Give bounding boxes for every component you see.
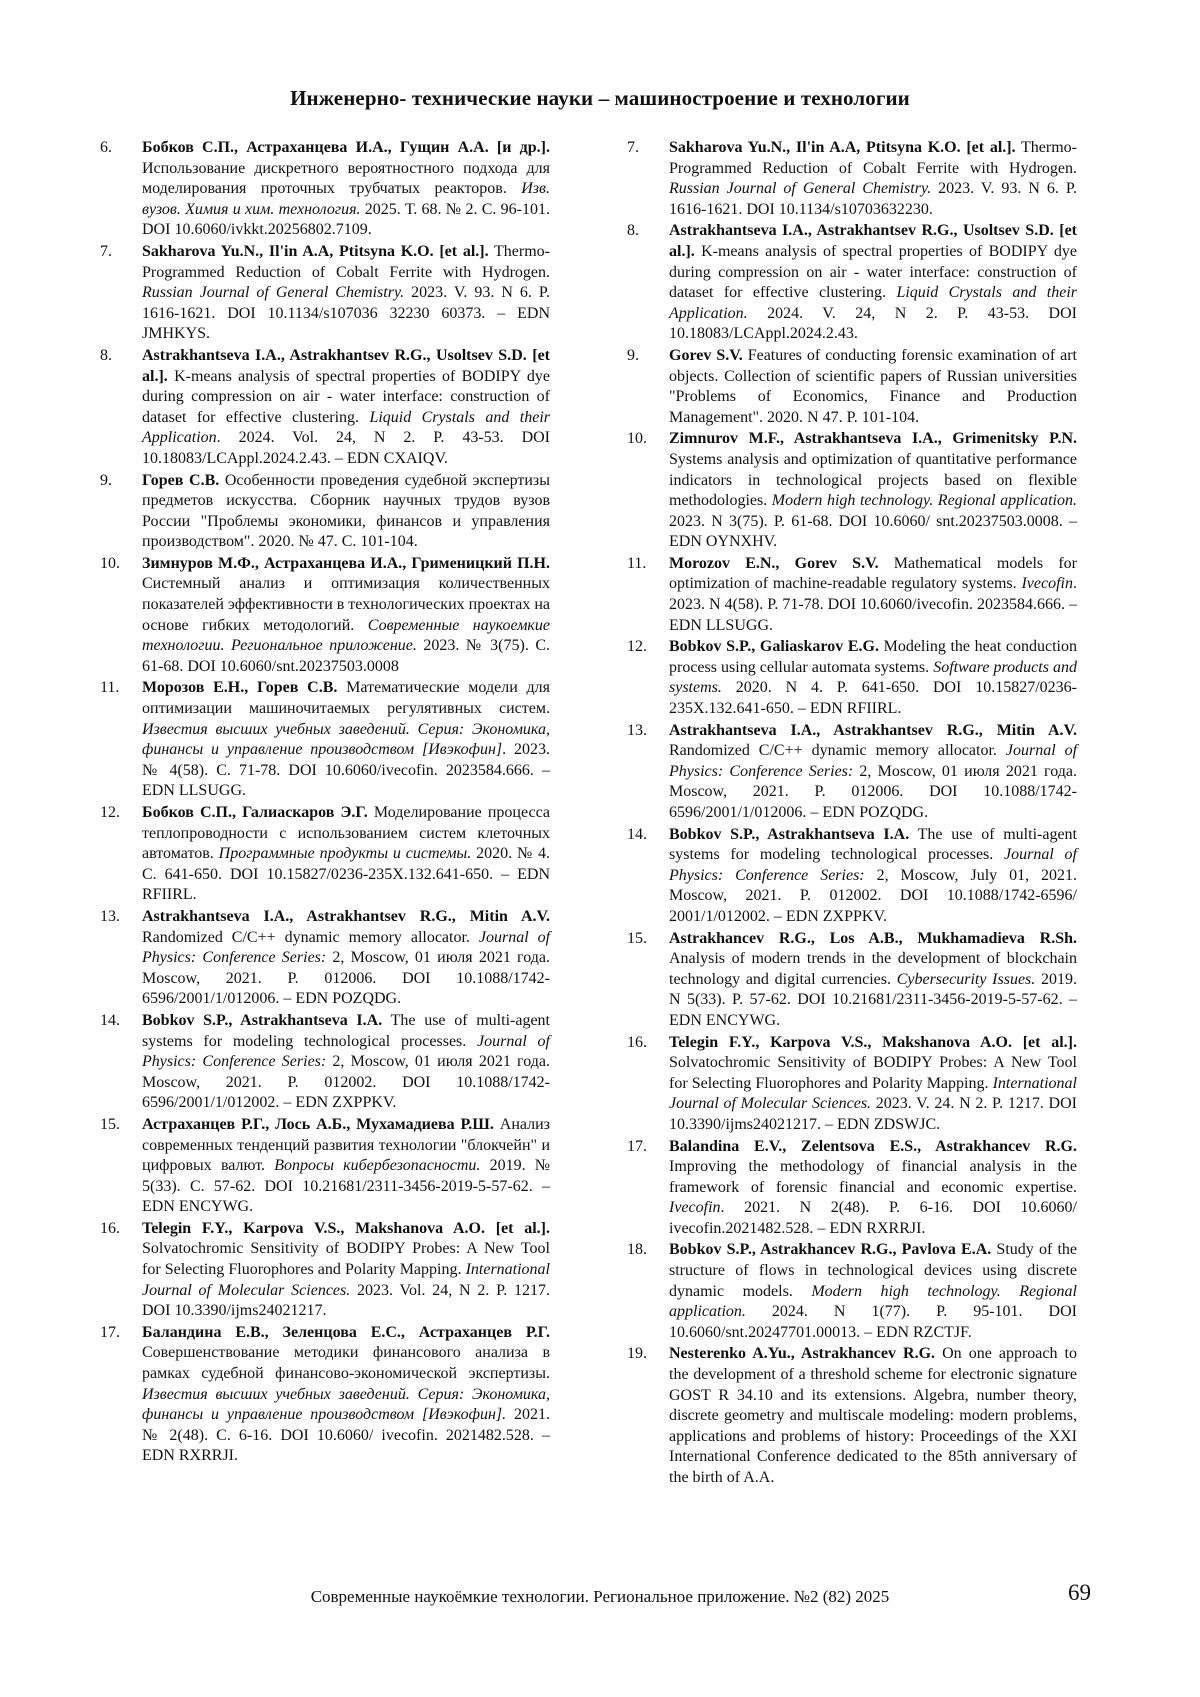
- reference-number: 9.: [100, 471, 112, 489]
- reference-item: [627, 554, 1077, 636]
- reference-journal: Известия высших учебных заведений. Серия: Экономика, финансы и управление производством [Ивэкофин].: [142, 1385, 550, 1424]
- reference-authors: Sakharova Yu.N., Il'in A.A, Ptitsyna K.O. [et al.].: [669, 139, 1016, 156]
- reference-authors: Bobkov S.P., Astrakhantseva I.A.: [142, 1011, 383, 1029]
- reference-item: [627, 1344, 1077, 1488]
- reference-number: 10.: [627, 430, 647, 448]
- reference-number: 7.: [627, 139, 639, 156]
- reference-item: [100, 242, 550, 345]
- reference-journal: Russian Journal of General Chemistry.: [669, 180, 932, 198]
- reference-number: 12.: [100, 804, 120, 821]
- reference-item: [100, 1323, 550, 1467]
- reference-item: [100, 346, 550, 470]
- reference-authors: Морозов Е.Н., Горев С.В.: [142, 679, 338, 697]
- reference-text: [669, 221, 1077, 345]
- reference-text: [142, 554, 550, 678]
- reference-authors: Nesterenko A.Yu., Astrakhancev R.G.: [669, 1345, 936, 1363]
- reference-text: [142, 907, 550, 1010]
- reference-text: [142, 678, 550, 802]
- reference-number: 12.: [627, 638, 647, 656]
- reference-item: [627, 221, 1077, 345]
- reference-text: [142, 803, 550, 906]
- reference-journal: Известия высших учебных заведений. Серия: Экономика, финансы и управление производством [Ивэкофин]: [142, 720, 550, 759]
- reference-details: 2024. V. 24, N 2. P. 43-53. DOI 10.18083/LCAppl.2024.2.43.: [669, 304, 1077, 343]
- reference-number: 8.: [100, 346, 112, 364]
- reference-item: [100, 1115, 550, 1218]
- reference-title: Modeling the heat conduction process using cellular automata systems.: [669, 638, 1078, 676]
- reference-item: [627, 929, 1077, 1032]
- reference-details: 2023. V. 93. N 6. P. 1616-1621. DOI 10.1134/s107036 32230 60373. – EDN JMHKYS.: [142, 284, 550, 343]
- reference-number: 16.: [100, 1219, 120, 1237]
- reference-journal: International Journal of Molecular Sciences.: [142, 1261, 550, 1299]
- reference-title: Study of the structure of flows in technological devices using discrete dynamic models.: [669, 1241, 1078, 1300]
- reference-authors: Astrakhantseva I.A., Astrakhantsev R.G., Mitin A.V.: [669, 721, 1077, 739]
- reference-details: . 2023. № 4(58). С. 71-78. DOI 10.6060/ivecofin. 2023584.666. – EDN LLSUGG.: [142, 741, 551, 800]
- reference-text: [669, 346, 1077, 428]
- reference-number: 14.: [100, 1011, 120, 1029]
- reference-number: 11.: [100, 679, 120, 697]
- reference-number: 15.: [627, 929, 647, 947]
- reference-authors: Бобков С.П., Астраханцева И.А., Гущин А.А. [и др.].: [142, 139, 550, 156]
- reference-number: 9.: [627, 346, 639, 364]
- reference-title: Математические модели для оптимизации машиночитаемых регулятивных систем.: [142, 679, 551, 718]
- reference-item: [100, 138, 550, 241]
- reference-title: Randomized C/C++ dynamic memory allocator.: [669, 742, 1006, 760]
- reference-journal: Software products and systems.: [669, 658, 1078, 697]
- reference-details: 2019. N 5(33). P. 57-62. DOI 10.21681/2311-3456-2019-5-57-62. – EDN ENCYWG.: [669, 970, 1078, 1029]
- reference-details: 2023. N 3(75). P. 61-68. DOI 10.6060/ snt.20237503.0008. – EDN OYNXHV.: [669, 512, 1077, 551]
- reference-text: [142, 1011, 550, 1114]
- reference-title: Randomized C/C++ dynamic memory allocator.: [142, 928, 479, 946]
- reference-details: 2023. V. 24. N 2. P. 1217. DOI 10.3390/ijms24021217. – EDN ZDSWJC.: [669, 1095, 1077, 1133]
- reference-journal: Ivecofin: [1021, 575, 1073, 593]
- reference-item: [627, 346, 1077, 428]
- reference-number: 10.: [100, 554, 120, 572]
- reference-title: Моделирование процесса теплопроводности с использованием систем клеточных автоматов.: [142, 804, 550, 863]
- reference-title: On one approach to the development of a threshold scheme for electronic signature GOST R 34.10 and its extensions. Algebra, number theory, discrete geometry and multiscale modeling: modern problems, applications and problems of history: Proceedings of the XXI International Conference dedicated to the 85th anniversary of the birth of A.A.: [669, 1345, 1078, 1486]
- reference-text: [669, 138, 1077, 220]
- reference-item: [627, 1033, 1077, 1136]
- reference-number: 16.: [627, 1033, 647, 1051]
- reference-authors: Bobkov S.P., Astrakhantseva I.A.: [669, 825, 910, 843]
- reference-details: 2023. V. 93. N 6. P. 1616-1621. DOI 10.1134/s10703632230.: [669, 180, 1077, 218]
- reference-item: [627, 825, 1077, 928]
- reference-title: Solvatochromic Sensitivity of BODIPY Probes: A New Tool for Selecting Fluorophores and Polarity Mapping.: [142, 1240, 550, 1279]
- reference-details: 2023. Vol. 24, N 2. P. 1217. DOI 10.3390/ijms24021217.: [142, 1281, 550, 1320]
- reference-authors: Бобков С.П., Галиаскаров Э.Г.: [142, 804, 368, 821]
- reference-details: 2023. № 3(75). С. 61-68. DOI 10.6060/snt.20237503.0008: [142, 637, 551, 675]
- reference-title: Использование дискретного вероятностного подхода для моделирования проточных трубчатых реакторов.: [142, 159, 550, 198]
- reference-journal: Liquid Crystals and their Application.: [669, 284, 1077, 322]
- reference-text: [669, 429, 1077, 553]
- reference-item: [100, 471, 550, 553]
- reference-authors: Astrakhantseva I.A., Astrakhantsev R.G., Mitin A.V.: [142, 907, 550, 925]
- reference-title: The use of multi-agent systems for modeling technological processes.: [142, 1011, 550, 1050]
- reference-item: [100, 907, 550, 1010]
- reference-text: [142, 346, 550, 470]
- right-column: [627, 138, 1077, 1490]
- reference-details: 2, Moscow, 01 июля 2021 года. Moscow, 2021. P. 012006. DOI 10.1088/1742-6596/2001/1/012006. – EDN POZQDG.: [669, 762, 1077, 821]
- reference-authors: Balandina E.V., Zelentsova E.S., Astrakhancev R.G.: [669, 1137, 1077, 1155]
- reference-authors: Астраханцев Р.Г., Лось А.Б., Мухамадиева Р.Ш.: [142, 1115, 494, 1133]
- reference-journal: Russian Journal of General Chemistry.: [142, 284, 405, 302]
- reference-text: [142, 471, 550, 553]
- reference-item: [100, 803, 550, 906]
- reference-title: Thermo-Programmed Reduction of Cobalt Ferrite with Hydrogen.: [669, 139, 1077, 177]
- reference-journal: Journal of Physics: Conference Series:: [669, 846, 1078, 884]
- reference-number: 17.: [627, 1137, 647, 1155]
- reference-title: Системный анализ и оптимизация количественных показателей эффективности в технологических проектах на основе гибких методологий.: [142, 575, 551, 634]
- reference-number: 13.: [100, 907, 120, 925]
- reference-number: 14.: [627, 825, 647, 843]
- reference-title: Improving the methodology of financial analysis in the framework of forensic financial and economic expertise.: [669, 1158, 1077, 1196]
- reference-title: Mathematical models for optimization of machine-readable regulatory systems.: [669, 554, 1077, 593]
- reference-journal: Journal of Physics: Conference Series:: [142, 1032, 551, 1071]
- reference-item: [627, 1240, 1077, 1343]
- reference-authors: Bobkov S.P., Galiaskarov E.G.: [669, 638, 879, 656]
- reference-title: Thermo-Programmed Reduction of Cobalt Ferrite with Hydrogen.: [142, 242, 550, 281]
- reference-item: [627, 138, 1077, 220]
- reference-number: 13.: [627, 721, 647, 739]
- reference-number: 19.: [627, 1345, 647, 1363]
- running-header: Инженерно- технические науки – машиностроение и технологии: [290, 86, 910, 110]
- reference-title: K-means analysis of spectral properties of BODIPY dye during compression on air - water interface: construction of dataset for effective clustering.: [142, 367, 550, 426]
- reference-journal: Ivecofin: [669, 1199, 721, 1217]
- reference-authors: Astrakhantseva I.A., Astrakhantsev R.G., Usoltsev S.D. [et al.].: [669, 222, 1077, 260]
- reference-details: 2021. № 2(48). С. 6-16. DOI 10.6060/ ivecofin. 2021482.528. – EDN RXRRJI.: [142, 1406, 551, 1465]
- reference-number: 11.: [627, 554, 647, 572]
- reference-number: 15.: [100, 1115, 120, 1133]
- reference-title: Анализ современных тенденций развития технологии "блокчейн" и цифровых валют.: [142, 1115, 550, 1175]
- reference-details: 2025. Т. 68. № 2. С. 96-101. DOI 10.6060/ivkkt.20256802.7109.: [142, 200, 551, 239]
- reference-authors: Morozov E.N., Gorev S.V.: [669, 554, 879, 572]
- reference-text: [669, 825, 1077, 928]
- reference-title: Analysis of modern trends in the development of blockchain technology and digital currencies.: [669, 950, 1077, 988]
- reference-text: [669, 1344, 1077, 1488]
- reference-text: [142, 138, 550, 241]
- reference-journal: Изв. вузов. Химия и хим. технология.: [142, 180, 550, 218]
- reference-authors: Gorev S.V.: [669, 346, 743, 364]
- reference-text: [142, 1219, 550, 1322]
- reference-item: [100, 554, 550, 678]
- reference-text: [142, 1115, 550, 1218]
- reference-item: [100, 678, 550, 802]
- reference-details: 2, Moscow, July 01, 2021. Moscow, 2021. P. 012002. DOI 10.1088/1742-6596/ 2001/1/012002. – EDN ZXPPKV.: [669, 866, 1077, 925]
- reference-details: 2020. N 4. P. 641-650. DOI 10.15827/0236-235X.132.641-650. – EDN RFIIRL.: [669, 679, 1077, 718]
- reference-journal: Journal of Physics: Conference Series:: [142, 928, 551, 967]
- reference-item: [627, 429, 1077, 553]
- reference-number: 8.: [627, 222, 639, 240]
- reference-text: [142, 1323, 550, 1467]
- reference-details: . 2024. Vol. 24, N 2. P. 43-53. DOI 10.18083/LCAppl.2024.2.43. – EDN CXAIQV.: [142, 429, 550, 467]
- reference-text: [669, 721, 1077, 824]
- reference-item: [627, 637, 1077, 719]
- reference-authors: Zimnurov M.F., Astrakhantseva I.A., Grimenitsky P.N.: [669, 430, 1077, 448]
- reference-details: 2020. № 4. С. 641-650. DOI 10.15827/0236-235X.132.641-650. – EDN RFIIRL.: [142, 845, 550, 904]
- reference-authors: Bobkov S.P., Astrakhancev R.G., Pavlova E.A.: [669, 1241, 992, 1259]
- reference-item: [100, 1219, 550, 1322]
- reference-authors: Зимнуров М.Ф., Астраханцева И.А., Грименицкий П.Н.: [142, 554, 550, 572]
- reference-number: 6.: [100, 139, 112, 156]
- reference-authors: Баландина Е.В., Зеленцова Е.С., Астраханцев Р.Г.: [142, 1323, 550, 1341]
- reference-number: 7.: [100, 242, 112, 260]
- reference-journal: Cybersecurity Issues.: [896, 970, 1036, 988]
- reference-journal: Вопросы кибербезопасности.: [274, 1157, 481, 1175]
- reference-authors: Telegin F.Y., Karpova V.S., Makshanova A.O. [et al.].: [669, 1033, 1077, 1051]
- reference-item: [627, 1137, 1077, 1240]
- reference-text: [669, 554, 1077, 636]
- reference-text: [669, 1033, 1077, 1136]
- reference-authors: Telegin F.Y., Karpova V.S., Makshanova A.O. [et al.].: [142, 1219, 550, 1237]
- reference-item: [627, 721, 1077, 824]
- reference-title: Features of conducting forensic examination of art objects. Collection of scientific papers of Russian universities "Problems of Economics, Finance and Production Management". 2020. N 47. P. 101-104.: [669, 346, 1078, 426]
- reference-text: [142, 242, 550, 345]
- reference-text: [669, 1137, 1077, 1240]
- reference-title: The use of multi-agent systems for modeling technological processes.: [669, 825, 1077, 864]
- reference-journal: Journal of Physics: Conference Series:: [669, 742, 1078, 780]
- reference-title: Systems analysis and optimization of quantitative performance indicators in technological projects based on flexible methodologies.: [669, 450, 1077, 510]
- reference-journal: International Journal of Molecular Sciences.: [669, 1074, 1077, 1113]
- reference-authors: Горев С.В.: [142, 471, 220, 489]
- journal-footer: Современные наукоёмкие технологии. Региональное приложение. №2 (82) 2025: [310, 1587, 890, 1606]
- reference-journal: Modern high technology. Regional application.: [771, 492, 1078, 510]
- reference-text: [669, 637, 1077, 719]
- reference-details: 2019. № 5(33). С. 57-62. DOI 10.21681/2311-3456-2019-5-57-62. – EDN ENCYWG.: [142, 1157, 550, 1216]
- reference-text: [669, 1240, 1077, 1343]
- page-number: 69: [1068, 1580, 1091, 1605]
- reference-title: Особенности проведения судебной экспертизы предметов искусства. Сборник научных трудов вузов России "Проблемы экономики, финансов и управления производством". 2020. № 47. С. 101-104.: [142, 471, 550, 551]
- reference-item: [100, 1011, 550, 1114]
- reference-number: 18.: [627, 1241, 647, 1259]
- reference-title: Solvatochromic Sensitivity of BODIPY Probes: A New Tool for Selecting Fluorophores and Polarity Mapping.: [669, 1054, 1077, 1092]
- reference-authors: Sakharova Yu.N., Il'in A.A, Ptitsyna K.O. [et al.].: [142, 242, 489, 260]
- reference-authors: Astrakhancev R.G., Los A.B., Mukhamadieva R.Sh.: [669, 929, 1077, 947]
- reference-journal: Современные наукоемкие технологии. Региональное приложение.: [142, 616, 551, 655]
- reference-journal: Программные продукты и системы.: [218, 845, 472, 863]
- reference-text: [669, 929, 1077, 1032]
- left-column: [100, 138, 550, 1468]
- reference-number: 17.: [100, 1323, 120, 1341]
- reference-details: . 2021. N 2(48). P. 6-16. DOI 10.6060/ ivecofin.2021482.528. – EDN RXRRJI.: [669, 1199, 1077, 1237]
- reference-details: 2, Moscow, 01 июля 2021 года. Moscow, 2021. P. 012006. DOI 10.1088/1742-6596/2001/1/012006. – EDN POZQDG.: [142, 949, 550, 1008]
- reference-journal: Liquid Crystals and their Application: [142, 408, 550, 447]
- reference-authors: Astrakhantseva I.A., Astrakhantsev R.G., Usoltsev S.D. [et al.].: [142, 346, 550, 385]
- reference-title: K-means analysis of spectral properties of BODIPY dye during compression on air - water interface: construction of dataset for effective clustering.: [669, 242, 1077, 302]
- reference-details: 2024. N 1(77). P. 95-101. DOI 10.6060/snt.20247701.00013. – EDN RZCTJF.: [669, 1303, 1077, 1341]
- reference-title: Совершенствование методики финансового анализа в рамках судебной финансово-экономической экспертизы.: [142, 1344, 550, 1383]
- reference-journal: Modern high technology. Regional application.: [669, 1282, 1077, 1321]
- reference-details: 2, Moscow, 01 июля 2021 года. Moscow, 2021. P. 012002. DOI 10.1088/1742-6596/2001/1/012002. – EDN ZXPPKV.: [142, 1053, 550, 1112]
- reference-details: . 2023. N 4(58). P. 71-78. DOI 10.6060/ivecofin. 2023584.666. – EDN LLSUGG.: [669, 575, 1077, 634]
